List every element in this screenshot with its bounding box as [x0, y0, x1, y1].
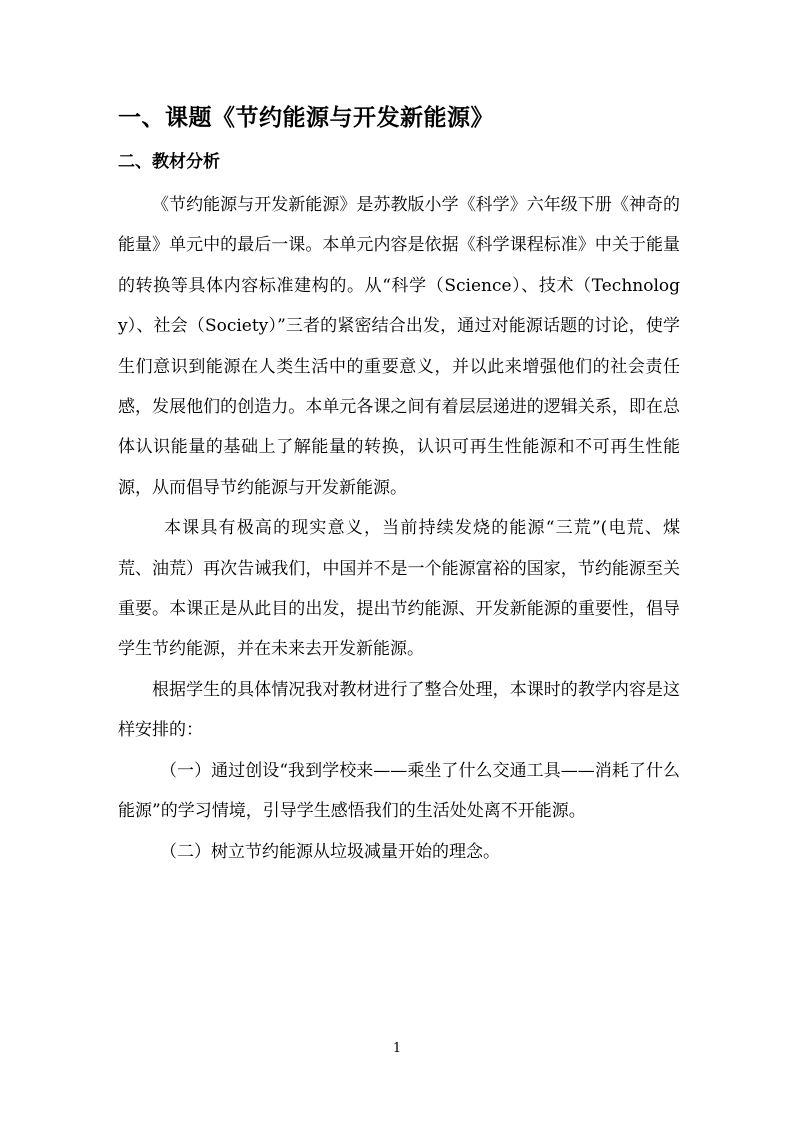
section-heading-textbook-analysis: 二、教材分析: [118, 152, 220, 172]
paragraph-textbook-overview: 《节约能源与开发新能源》是苏教版小学《科学》六年级下册《神奇的能量》单元中的最后一课。本单元内容是依据《科学课程标准》中关于能量的转换等具体内容标准建构的。从“科学（Science）、技术（Technology）、社会（Society）”三者的紧密结合出发，通过对能源话题的讨论，使学生们意识到能源在人类生活中的重要意义，并以此来增强他们的社会责任感，发展他们的创造力。本单元各课之间有着层层递进的逻辑关系，即在总体认识能量的基础上了解能量的转换，认识可再生性能源和不可再生性能源，从而倡导节约能源与开发新能源。: [118, 195, 680, 498]
document-body: [118, 100, 680, 872]
list-item-two: （二）树立节约能源从垃圾减量开始的理念。: [160, 841, 500, 862]
page-number: 1: [392, 1041, 402, 1056]
list-item-one: （一）通过创设“我到学校来——乘坐了什么交通工具——消耗了什么能源”的学习情境，引导学生感悟我们的生活处处离不开能源。: [118, 760, 680, 822]
paragraph-content-arrangement: 根据学生的具体情况我对教材进行了整合处理，本课时的教学内容是这样安排的：: [118, 679, 680, 741]
paragraph-practical-significance: 本课具有极高的现实意义，当前持续发烧的能源“三荒”(电荒、煤荒、油荒）再次告诫我们，中国并不是一个能源富裕的国家，节约能源至关重要。本课正是从此目的出发，提出节约能源、开发新能源的重要性，倡导学生节约能源，并在未来去开发新能源。: [118, 518, 680, 660]
lesson-title: 一、课题《节约能源与开发新能源》: [118, 105, 494, 131]
